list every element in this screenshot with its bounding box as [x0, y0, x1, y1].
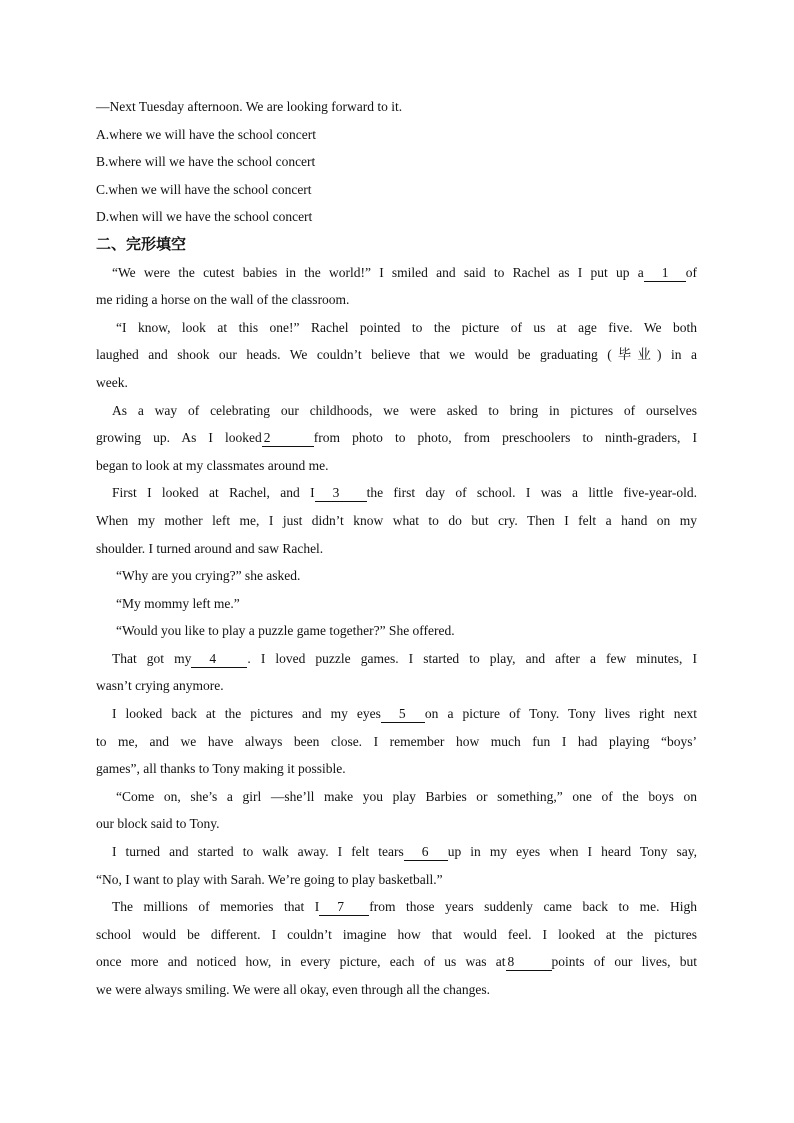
paragraph-1-line-2: [96, 286, 697, 314]
passage-text: I looked back at the pictures and my eyes: [112, 706, 381, 722]
passage-text: . I loved puzzle games. I started to play, and after a few minutes, I: [247, 650, 697, 666]
passage-text: wasn’t crying anymore.: [96, 678, 224, 694]
blank-7: 7: [319, 899, 369, 916]
paragraph-9-line-2: [96, 921, 697, 949]
chinese-gloss: 毕业: [611, 347, 658, 364]
dialogue-line-1: [96, 562, 697, 590]
paragraph-4-line-2: [96, 507, 697, 535]
paragraph-3-line-2: [96, 424, 697, 452]
passage-text: growing up. As I looked: [96, 430, 262, 446]
paragraph-9-line-4: [96, 976, 697, 1004]
blank-8: 8: [506, 954, 552, 971]
passage-text: once more and noticed how, in every picture, each of us was at: [96, 954, 506, 970]
paragraph-2-line-1: [96, 314, 697, 342]
paragraph-6-line-3: [96, 755, 697, 783]
answer-line-text: —Next Tuesday afternoon. We are looking forward to it.: [96, 99, 403, 114]
dialogue-line-2: [96, 590, 697, 618]
option-a: [96, 121, 697, 149]
passage-text: we were always smiling. We were all okay, even through all the changes.: [96, 982, 491, 997]
section-heading: [96, 231, 697, 259]
passage-text: “No, I want to play with Sarah. We’re going to play basketball.”: [96, 871, 443, 887]
paragraph-4-line-3: [96, 535, 697, 563]
option-c: [96, 176, 697, 204]
paragraph-9-line-3: [96, 948, 697, 976]
paragraph-8-line-1: [96, 838, 697, 866]
paragraph-4-line-1: [96, 479, 697, 507]
option-b-text: B.where will we have the school concert: [96, 154, 316, 170]
paragraph-6-line-1: [96, 700, 697, 728]
passage-text: from photo to photo, from preschoolers to ninth-graders, I: [313, 430, 697, 446]
paragraph-7-line-2: [96, 810, 697, 838]
passage-text: laughed and shook our heads. We couldn’t believe that we would be graduating (: [96, 347, 612, 363]
passage-text: on a picture of Tony. Tony lives right next: [424, 706, 697, 722]
passage-text: “Why are you crying?” she asked.: [116, 568, 301, 584]
passage-text: of: [685, 264, 697, 280]
passage-text: up in my eyes when I heard Tony say,: [447, 844, 698, 860]
passage-text: “Come on, she’s a girl —she’ll make you play Barbies or something,” one of the boys on: [116, 788, 697, 804]
passage-text: “Would you like to play a puzzle game together?” She offered.: [116, 623, 455, 639]
answer-line: [96, 93, 697, 121]
passage-text: to me, and we have always been close. I remember how much fun I had playing “boys’: [96, 733, 697, 749]
passage-text: The millions of memories that I: [112, 899, 320, 915]
blank-5: 5: [381, 706, 425, 723]
passage-text: That got my: [112, 650, 192, 666]
passage-text: “We were the cutest babies in the world!” I smiled and said to Rachel as I put up a: [112, 264, 644, 280]
paragraph-6-line-2: [96, 728, 697, 756]
blank-2: 2: [262, 430, 314, 447]
option-d-text: D.when will we have the school concert: [96, 209, 313, 225]
passage-text: When my mother left me, I just didn’t know what to do but cry. Then I felt a hand on my: [96, 512, 697, 528]
blank-1: 1: [644, 265, 686, 282]
paragraph-8-line-2: [96, 866, 697, 894]
paragraph-1-line-1: [96, 259, 697, 287]
option-c-text: C.when we will have the school concert: [96, 181, 312, 197]
paragraph-2-line-3: [96, 369, 697, 397]
paragraph-2-line-2: [96, 341, 697, 369]
passage-text: school would be different. I couldn’t imagine how that would feel. I looked at the pictures: [96, 926, 697, 942]
passage-text: me riding a horse on the wall of the classroom.: [96, 292, 350, 308]
paragraph-9-line-1: [96, 893, 697, 921]
passage-text: shoulder. I turned around and saw Rachel.: [96, 540, 324, 556]
worksheet-page: [96, 93, 697, 1004]
paragraph-5-line-1: [96, 645, 697, 673]
blank-3: 3: [315, 485, 367, 502]
passage-text: First I looked at Rachel, and I: [112, 485, 315, 501]
passage-text: week.: [96, 374, 128, 390]
paragraph-3-line-3: [96, 452, 697, 480]
section-heading-text: 二、完形填空: [96, 234, 187, 253]
option-a-text: A.where we will have the school concert: [96, 126, 317, 142]
passage-text: I turned and started to walk away. I felt tears: [112, 844, 404, 860]
dialogue-line-3: [96, 617, 697, 645]
passage-text: our block said to Tony.: [96, 816, 220, 832]
paragraph-7-line-1: [96, 783, 697, 811]
passage-text: “I know, look at this one!” Rachel pointed to the picture of us at age five. We both: [116, 319, 697, 335]
passage-text: from those years suddenly came back to me. High: [369, 899, 697, 915]
passage-text: points of our lives, but: [551, 954, 697, 970]
passage-text: As a way of celebrating our childhoods, we were asked to bring in pictures of ourselves: [112, 402, 697, 418]
passage-text: the first day of school. I was a little five-year-old.: [366, 485, 697, 501]
blank-4: 4: [191, 651, 247, 668]
option-b: [96, 148, 697, 176]
paragraph-3-line-1: [96, 397, 697, 425]
passage-text: “My mommy left me.”: [116, 595, 240, 611]
passage-text: games”, all thanks to Tony making it possible.: [96, 761, 346, 777]
passage-text: began to look at my classmates around me.: [96, 457, 329, 473]
passage-text: ) in a: [657, 347, 697, 363]
option-d: [96, 203, 697, 231]
paragraph-5-line-2: [96, 672, 697, 700]
blank-6: 6: [404, 844, 448, 861]
